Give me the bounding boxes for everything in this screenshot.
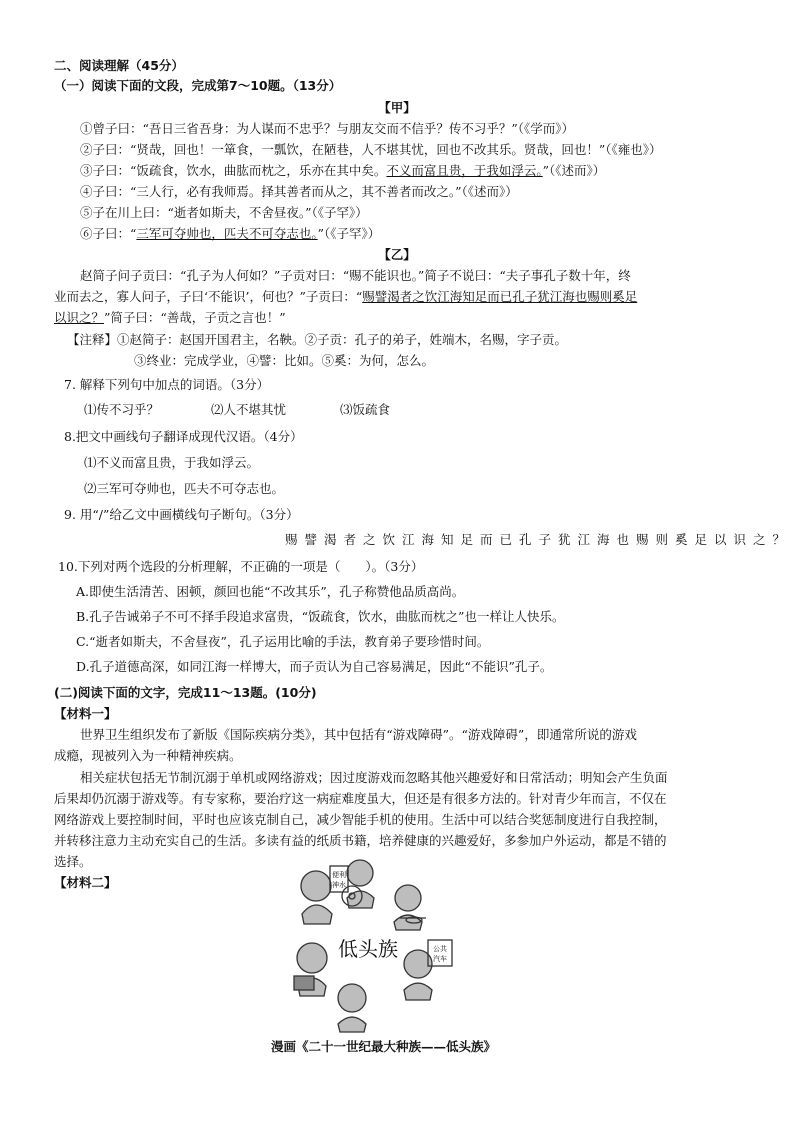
material-1-line-4: 后果却仍沉溺于游戏等。有专家称，要治疗这一病症难度虽大，但还是有很多方法的。针对青少年而言，不仅在: [54, 791, 667, 806]
jia-label: 【甲】: [378, 100, 416, 115]
material-1-line-1: 世界卫生组织发布了新版《国际疾病分类》，其中包括有“游戏障碍”。“游戏障碍”，即通常所说的游戏: [80, 727, 637, 742]
material-1-line-2: 成瘾，现被列入为一种精神疾病。: [54, 748, 242, 763]
q10-option-c: C.“逝者如斯夫，不舍昼夜”，孔子运用比喻的手法，教育弟子要珍惜时间。: [76, 634, 490, 649]
q10-stem: 10.下列对两个选段的分析理解，不正确的一项是（ ）。（3分）: [58, 559, 424, 574]
note-line-2: ③终业：完成学业，④譬：比如。⑤奚：为何，怎么。: [134, 353, 435, 368]
yi-line-3-underlined: 以识之？: [54, 310, 105, 325]
material-1-line-5: 网络游戏上要控制时间，平时也应该克制自己，减少智能手机的使用。生活中可以结合奖惩制度进行自我控制，: [54, 812, 667, 827]
jia-item-3-start: ③子曰：“饭疏食，饮水，曲肱而枕之，乐亦在其中矣。: [80, 163, 387, 178]
jia-item-5: ⑤子在川上曰：“逝者如斯夫，不舍昼夜。”（《子罕》）: [80, 205, 368, 220]
q8-item-2: ⑵三军可夺帅也，匹夫不可夺志也。: [84, 481, 285, 496]
q7-option-2: ⑵人不堪其忧: [211, 402, 287, 417]
figure-body: [338, 1017, 366, 1032]
q7-stem: 7. 解释下列句中加点的词语。（3分）: [64, 377, 270, 392]
q10-option-d: D.孔子道德高深，如同江海一样博大，而子贡认为自己容易满足，因此“不能识”孔子。: [76, 659, 553, 674]
jia-item-3-underlined: 不义而富且贵，于我如浮云。: [386, 163, 543, 178]
q8-item-1: ⑴不义而富且贵，于我如浮云。: [84, 455, 260, 470]
cartoon-illustration: [290, 858, 465, 1038]
sign-text-2: 神水: [332, 881, 346, 889]
material-1-label: 【材料一】: [54, 706, 117, 721]
jia-item-1: ①曾子曰：“吾日三省吾身：为人谋而不忠乎？与朋友交而不信乎？传不习乎？”（《学而》）: [80, 121, 575, 136]
figure-head: [301, 871, 331, 901]
jia-item-6-start: ⑥子曰：“: [80, 226, 137, 241]
q7-option-3: ⑶饭疏食: [340, 402, 391, 417]
cartoon-caption: 漫画《二十一世纪最大种族——低头族》: [271, 1039, 497, 1054]
q8-stem: 8.把文中画线句子翻译成现代汉语。（4分）: [64, 429, 303, 444]
jia-item-4: ④子曰：“三人行，必有我师焉。择其善者而从之，其不善者而改之。”（《述而》）: [80, 184, 518, 199]
yi-line-2-start: 业而去之，寡人问子，子曰‘不能识’，何也？”子贡曰：“: [54, 289, 363, 304]
part1-heading: （一）阅读下面的文段，完成第7～10题。（13分）: [54, 78, 342, 93]
yi-label: 【乙】: [378, 247, 416, 262]
sign-text-4: 汽车: [433, 955, 447, 963]
yi-line-2: [54, 287, 637, 307]
figure-head: [395, 885, 421, 911]
figure-body: [302, 905, 332, 924]
figure-head: [347, 860, 373, 886]
material-1-line-7: 选择。: [54, 854, 92, 869]
yi-line-2-underlined: 赐譬渴者之饮江海知足而已孔子犹江海也赐则奚足: [362, 289, 638, 304]
jia-item-6: [80, 224, 380, 244]
material-1-line-6: 并转移注意力主动充实自己的生活。多读有益的纸质书籍，培养健康的兴趣爱好，多参加户外运动，都是不错的: [54, 833, 667, 848]
yi-line-3: [54, 308, 286, 328]
figure-body: [404, 983, 432, 1000]
material-2-label: 【材料二】: [54, 875, 117, 890]
q9-text: 赐譬渴者之饮江海知足而已孔子犹江海也赐则奚足以识之？: [285, 532, 793, 547]
figure-head: [338, 984, 366, 1012]
jia-item-6-underlined: 三军可夺帅也，匹夫不可夺志也。: [136, 226, 318, 241]
section-title: 二、阅读理解（45分）: [54, 58, 184, 73]
sign-text-1: 便利: [332, 871, 346, 879]
jia-item-3: [80, 161, 605, 181]
note-line-1: 【注释】①赵简子：赵国开国君主，名鞅。②子贡：孔子的弟子，姓端木，名赐，字子贡。: [67, 332, 568, 347]
q9-stem: 9. 用“/”给乙文中画横线句子断句。（3分）: [64, 507, 299, 522]
jia-item-2: ②子曰：“贤哉，回也！一箪食，一瓢饮，在陋巷，人不堪其忧，回也不改其乐。贤哉，回也！”（《雍也》）: [80, 142, 662, 157]
material-1-line-3: 相关症状包括无节制沉溺于单机或网络游戏；因过度游戏而忽略其他兴趣爱好和日常活动；明知会产生负面: [80, 770, 668, 785]
jia-item-6-end: ”（《子罕》）: [317, 226, 381, 241]
q10-option-b: B.孔子告诫弟子不可不择手段追求富贵，“饭疏食，饮水，曲肱而枕之”也一样让人快乐。: [76, 609, 565, 624]
yi-line-1: 赵简子问子贡曰：“孔子为人何如？”子贡对曰：“赐不能识也。”简子不说曰：“夫子事孔子数十年，终: [80, 268, 631, 283]
sign-text-3: 公共: [433, 945, 447, 953]
jia-item-3-end: ”（《述而》）: [542, 163, 606, 178]
book: [294, 976, 314, 990]
yi-line-3-end: ”简子曰：“善哉，子贡之言也！”: [104, 310, 286, 325]
cartoon-center-text: 低头族: [338, 937, 398, 961]
q10-option-a: A.即使生活清苦、困顿，颜回也能“不改其乐”，孔子称赞他品质高尚。: [76, 584, 465, 599]
q7-option-1: ⑴传不习乎？: [84, 402, 160, 417]
figure-head: [297, 943, 327, 973]
part2-heading: (二)阅读下面的文字，完成11～13题。(10分): [54, 685, 317, 700]
